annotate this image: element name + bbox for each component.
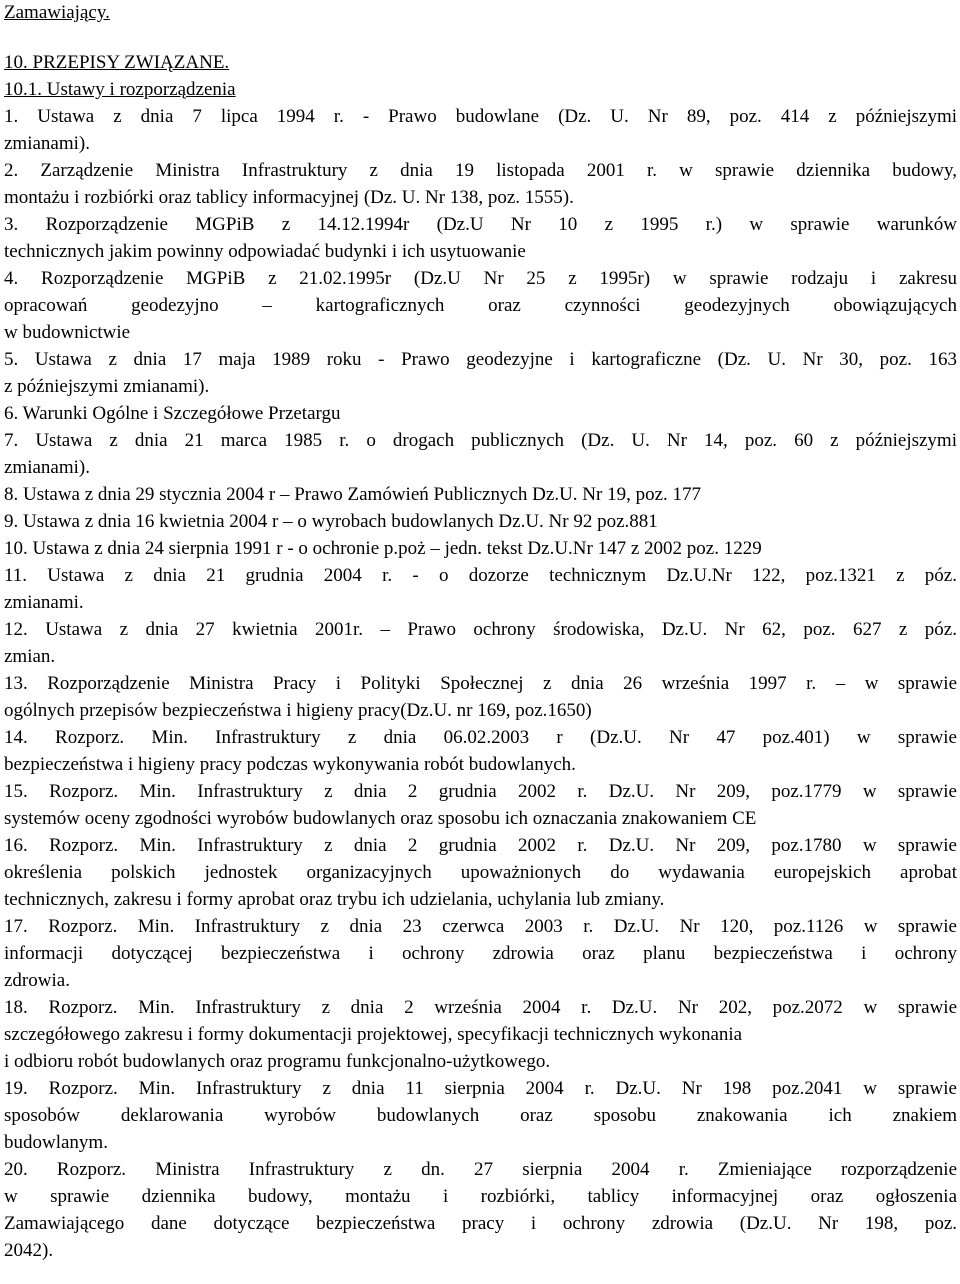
list-item-18-line-1: 18. Rozporz. Min. Infrastruktury z dnia 2 września 2004 r. Dz.U. Nr 202, poz.2072 w sprawie — [4, 997, 957, 1018]
list-item-1-line-1: 1. Ustawa z dnia 7 lipca 1994 r. - Prawo budowlane (Dz. U. Nr 89, poz. 414 z późniejszymi — [4, 106, 957, 127]
list-item-16-line-1: 16. Rozporz. Min. Infrastruktury z dnia 2 grudnia 2002 r. Dz.U. Nr 209, poz.1780 w sprawie — [4, 835, 957, 856]
list-item-19-line-2: sposobów deklarowania wyrobów budowlanych oraz sposobu znakowania ich znakiem — [4, 1105, 957, 1126]
list-item-11-line-1: 11. Ustawa z dnia 21 grudnia 2004 r. - o dozorze technicznym Dz.U.Nr 122, poz.1321 z póz. — [4, 565, 957, 586]
list-item-3-line-2: technicznych jakim powinny odpowiadać budynki i ich usytuowanie — [4, 241, 526, 262]
list-item-9: 9. Ustawa z dnia 16 kwietnia 2004 r – o wyrobach budowlanych Dz.U. Nr 92 poz.881 — [4, 511, 658, 532]
list-item-17-line-1: 17. Rozporz. Min. Infrastruktury z dnia 23 czerwca 2003 r. Dz.U. Nr 120, poz.1126 w sprawie — [4, 916, 957, 937]
list-item-4-line-1: 4. Rozporządzenie MGPiB z 21.02.1995r (Dz.U Nr 25 z 1995r) w sprawie rodzaju i zakresu — [4, 268, 957, 289]
list-item-7-line-1: 7. Ustawa z dnia 21 marca 1985 r. o drogach publicznych (Dz. U. Nr 14, poz. 60 z późniejszymi — [4, 430, 957, 451]
list-item-17-line-2: informacji dotyczącej bezpieczeństwa i ochrony zdrowia oraz planu bezpieczeństwa i ochrony — [4, 943, 957, 964]
list-item-6: 6. Warunki Ogólne i Szczegółowe Przetargu — [4, 403, 341, 424]
list-item-14-line-1: 14. Rozporz. Min. Infrastruktury z dnia 06.02.2003 r (Dz.U. Nr 47 poz.401) w sprawie — [4, 727, 957, 748]
list-item-19-line-3: budowlanym. — [4, 1132, 108, 1153]
list-item-1-line-2: zmianami). — [4, 133, 90, 154]
list-item-16-line-3: technicznych, zakresu i formy aprobat oraz trybu ich udzielania, uchylania lub zmiany. — [4, 889, 665, 910]
list-item-12-line-1: 12. Ustawa z dnia 27 kwietnia 2001r. – Prawo ochrony środowiska, Dz.U. Nr 62, poz. 627 z póz. — [4, 619, 957, 640]
list-item-13-line-1: 13. Rozporządzenie Ministra Pracy i Polityki Społecznej z dnia 26 września 1997 r. – w sprawie — [4, 673, 957, 694]
list-item-16-line-2: określenia polskich jednostek organizacyjnych upoważnionych do wydawania europejskich aprobat — [4, 862, 957, 883]
list-item-14-line-2: bezpieczeństwa i higieny pracy podczas wykonywania robót budowlanych. — [4, 754, 576, 775]
list-item-2-line-1: 2. Zarządzenie Ministra Infrastruktury z dnia 19 listopada 2001 r. w sprawie dziennika budowy, — [4, 160, 957, 181]
list-item-3-line-1: 3. Rozporządzenie MGPiB z 14.12.1994r (Dz.U Nr 10 z 1995 r.) w sprawie warunków — [4, 214, 957, 235]
list-item-20-line-2: w sprawie dziennika budowy, montażu i rozbiórki, tablicy informacyjnej oraz ogłoszenia — [4, 1186, 957, 1207]
list-item-8: 8. Ustawa z dnia 29 stycznia 2004 r – Prawo Zamówień Publicznych Dz.U. Nr 19, poz. 177 — [4, 484, 702, 505]
list-item-2-line-2: montażu i rozbiórki oraz tablicy informacyjnej (Dz. U. Nr 138, poz. 1555). — [4, 187, 574, 208]
list-item-5-line-1: 5. Ustawa z dnia 17 maja 1989 roku - Prawo geodezyjne i kartograficzne (Dz. U. Nr 30, poz. 163 — [4, 349, 957, 370]
list-item-4-line-2: opracowań geodezyjno – kartograficznych oraz czynności geodezyjnych obowiązujących — [4, 295, 957, 316]
list-item-13-line-2: ogólnych przepisów bezpieczeństwa i higieny pracy(Dz.U. nr 169, poz.1650) — [4, 700, 592, 721]
list-item-20-line-4: 2042). — [4, 1240, 54, 1261]
list-item-15-line-2: systemów oceny zgodności wyrobów budowlanych oraz sposobu ich oznaczania znakowaniem CE — [4, 808, 757, 829]
list-item-11-line-2: zmianami. — [4, 592, 84, 613]
list-item-5-line-2: z późniejszymi zmianami). — [4, 376, 210, 397]
list-item-12-line-2: zmian. — [4, 646, 56, 667]
list-item-20-line-3: Zamawiającego dane dotyczące bezpieczeństwa pracy i ochrony zdrowia (Dz.U. Nr 198, poz. — [4, 1213, 957, 1234]
section-title: 10. PRZEPISY ZWIĄZANE. — [4, 52, 230, 73]
list-item-4-line-3: w budownictwie — [4, 322, 131, 343]
section-header-continuation: Zamawiający. — [4, 2, 110, 23]
list-item-10: 10. Ustawa z dnia 24 sierpnia 1991 r - o ochronie p.poż – jedn. tekst Dz.U.Nr 147 z 2002 poz. 1229 — [4, 538, 762, 559]
list-item-18-line-2: szczegółowego zakresu i formy dokumentacji projektowej, specyfikacji technicznych wykonania — [4, 1024, 743, 1045]
list-item-7-line-2: zmianami). — [4, 457, 90, 478]
list-item-15-line-1: 15. Rozporz. Min. Infrastruktury z dnia 2 grudnia 2002 r. Dz.U. Nr 209, poz.1779 w sprawie — [4, 781, 957, 802]
list-item-18-line-3: i odbioru robót budowlanych oraz programu funkcjonalno-użytkowego. — [4, 1051, 551, 1072]
list-item-20-line-1: 20. Rozporz. Ministra Infrastruktury z dn. 27 sierpnia 2004 r. Zmieniające rozporządzenie — [4, 1159, 957, 1180]
list-item-19-line-1: 19. Rozporz. Min. Infrastruktury z dnia 11 sierpnia 2004 r. Dz.U. Nr 198 poz.2041 w sprawie — [4, 1078, 957, 1099]
subsection-title: 10.1. Ustawy i rozporządzenia — [4, 79, 236, 100]
list-item-17-line-3: zdrowia. — [4, 970, 70, 991]
